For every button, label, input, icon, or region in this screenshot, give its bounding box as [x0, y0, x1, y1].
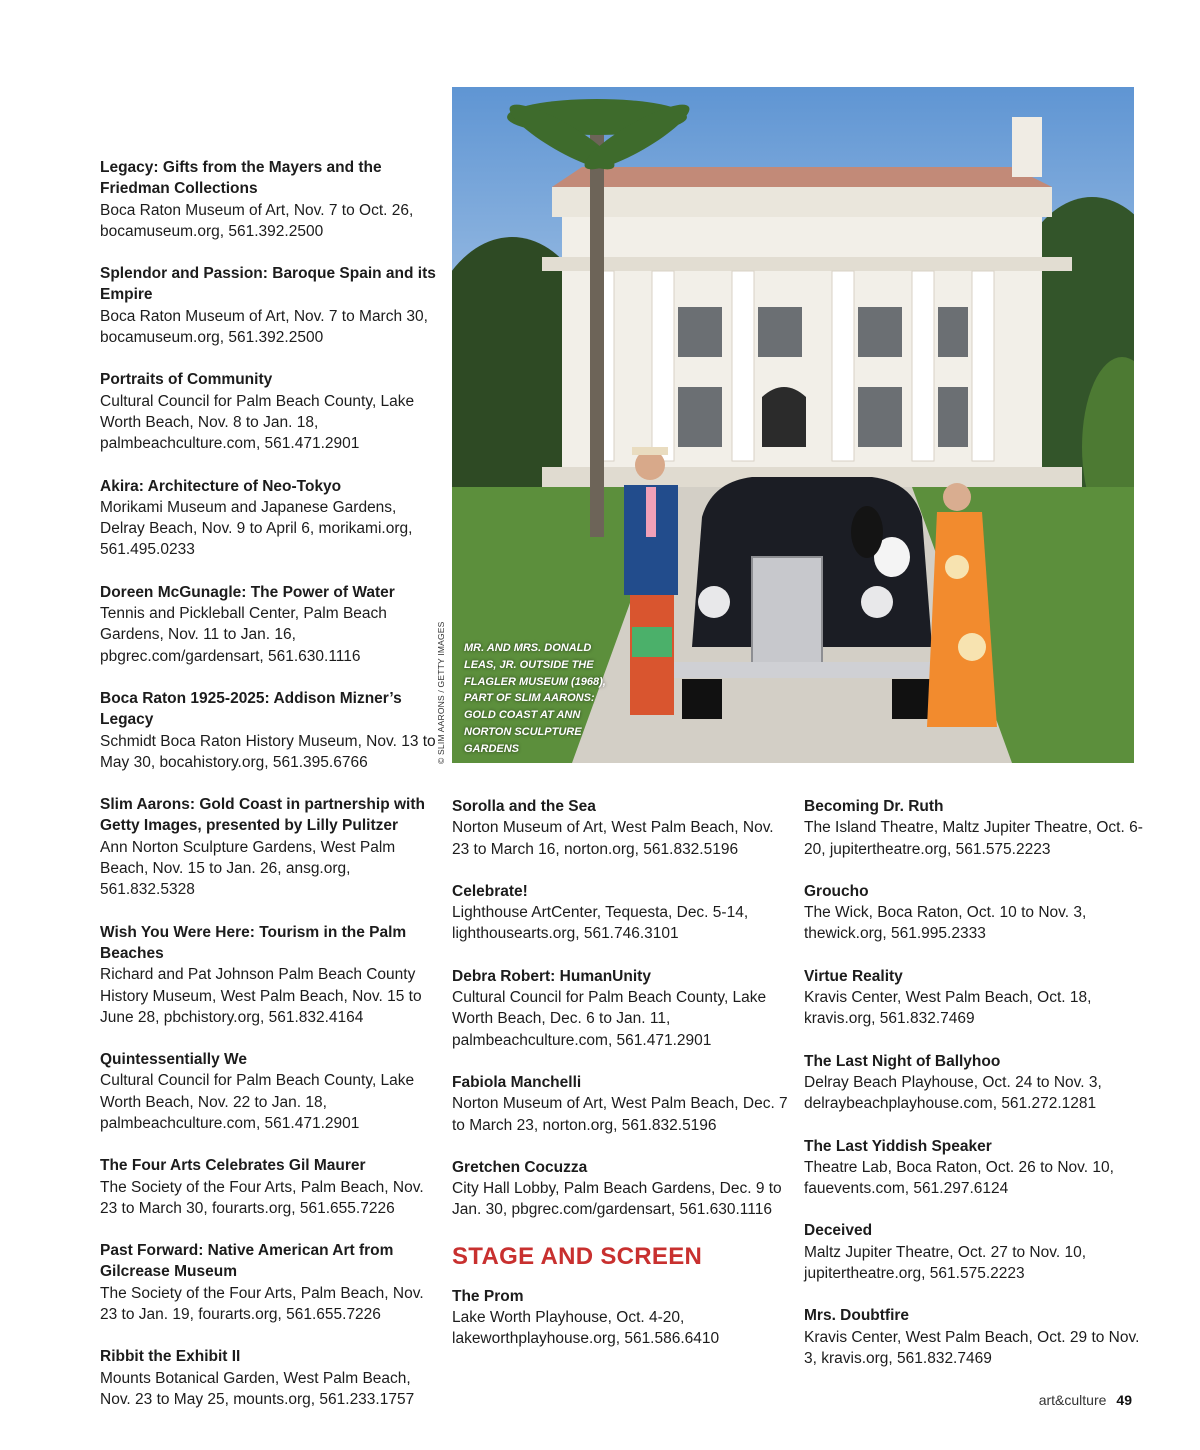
- event-entry: [100, 688, 440, 773]
- event-title: Akira: Architecture of Neo-Tokyo: [100, 477, 342, 495]
- photo-credit: © SLIM AARONS / GETTY IMAGES: [436, 621, 446, 764]
- event-title: Sorolla and the Sea: [452, 798, 596, 815]
- event-entry: [100, 263, 440, 348]
- event-entry: [100, 794, 440, 900]
- event-details: Schmidt Boca Raton History Museum, Nov. 13 to May 30, bocahistory.org, 561.395.6766: [100, 732, 436, 771]
- event-details: Tennis and Pickleball Center, Palm Beach Gardens, Nov. 11 to Jan. 16, pbgrec.com/gardensart, 561.630.1116: [100, 605, 387, 665]
- event-details: Maltz Jupiter Theatre, Oct. 27 to Nov. 10, jupitertheatre.org, 561.575.2223: [804, 1243, 1086, 1283]
- event-title: Splendor and Passion: Baroque Spain and its Empire: [100, 265, 436, 304]
- right-event-column: [804, 796, 1144, 1390]
- event-details: Lake Worth Playhouse, Oct. 4-20, lakeworthplayhouse.org, 561.586.6410: [452, 1309, 720, 1348]
- event-entry: [100, 476, 440, 561]
- event-entry: [452, 881, 792, 945]
- stage-and-screen-heading: STAGE AND SCREEN: [452, 1242, 703, 1270]
- event-entry: [100, 369, 440, 454]
- page-number: 49: [1116, 1392, 1132, 1408]
- event-details: Richard and Pat Johnson Palm Beach County History Museum, West Palm Beach, Nov. 15 to June 28, pbchistory.org, 561.832.4164: [100, 966, 422, 1026]
- event-entry: [452, 1286, 792, 1350]
- event-entry: [452, 796, 792, 860]
- middle-event-column: [452, 796, 792, 1371]
- event-entry: [804, 1305, 1144, 1369]
- event-entry: [452, 1157, 792, 1221]
- event-details: Theatre Lab, Boca Raton, Oct. 26 to Nov. 10, fauevents.com, 561.297.6124: [804, 1158, 1114, 1198]
- section-name: art&culture: [1038, 1392, 1107, 1408]
- event-entry: [804, 1136, 1144, 1200]
- event-entry: [100, 1240, 440, 1325]
- event-title: The Prom: [452, 1287, 524, 1305]
- event-entry: [452, 1072, 792, 1136]
- event-title: Wish You Were Here: Tourism in the Palm Beaches: [100, 923, 407, 962]
- event-details: The Island Theatre, Maltz Jupiter Theatre, Oct. 6-20, jupitertheatre.org, 561.575.2223: [804, 819, 1143, 858]
- event-title: Quintessentially We: [100, 1051, 248, 1069]
- event-entry: [100, 1049, 440, 1134]
- middle-event-list: [452, 796, 792, 1221]
- event-title: Becoming Dr. Ruth: [804, 798, 944, 815]
- event-title: The Last Yiddish Speaker: [804, 1137, 992, 1155]
- event-details: Boca Raton Museum of Art, Nov. 7 to Oct. 26, bocamuseum.org, 561.392.2500: [100, 201, 414, 240]
- event-entry: [804, 796, 1144, 860]
- event-entry: [100, 1155, 440, 1219]
- page-footer: [1039, 1392, 1132, 1408]
- event-details: The Society of the Four Arts, Palm Beach, Nov. 23 to March 30, fourarts.org, 561.655.7226: [100, 1178, 424, 1217]
- event-details: The Society of the Four Arts, Palm Beach, Nov. 23 to Jan. 19, fourarts.org, 561.655.7226: [100, 1284, 424, 1324]
- event-title: Slim Aarons: Gold Coast in partnership with Getty Images, presented by Lilly Pulitzer: [100, 796, 425, 835]
- event-details: Cultural Council for Palm Beach County, Lake Worth Beach, Nov. 22 to Jan. 18, palmbeachculture.com, 561.471.2901: [100, 1072, 415, 1132]
- event-title: Ribbit the Exhibit II: [100, 1348, 241, 1366]
- event-entry: [804, 1220, 1144, 1284]
- event-title: Debra Robert: HumanUnity: [452, 967, 651, 985]
- event-entry: [100, 582, 440, 667]
- event-details: Ann Norton Sculpture Gardens, West Palm Beach, Nov. 15 to Jan. 26, ansg.org, 561.832.5328: [100, 838, 396, 899]
- left-event-column: [100, 157, 440, 1431]
- photo-caption: MR. AND MRS. DONALD LEAS, JR. OUTSIDE THE FLAGLER MUSEUM (1968), PART OF SLIM AARONS: GOLD COAST AT ANN NORTON SCULPTURE GARDENS: [464, 642, 606, 755]
- event-title: Past Forward: Native American Art from Gilcrease Museum: [100, 1242, 394, 1281]
- event-title: Doreen McGunagle: The Power of Water: [100, 583, 395, 601]
- event-title: Boca Raton 1925-2025: Addison Mizner’s Legacy: [100, 689, 402, 729]
- event-entry: [100, 157, 440, 242]
- event-details: Cultural Council for Palm Beach County, Lake Worth Beach, Dec. 6 to Jan. 11, palmbeachculture.com, 561.471.2901: [452, 989, 767, 1049]
- event-entry: [804, 1051, 1144, 1115]
- event-details: Norton Museum of Art, West Palm Beach, Dec. 7 to March 23, norton.org, 561.832.5196: [452, 1095, 788, 1134]
- event-entry: [100, 1346, 440, 1410]
- event-title: Gretchen Cocuzza: [452, 1158, 588, 1176]
- flagler-museum-photo: [452, 87, 1134, 763]
- event-details: Kravis Center, West Palm Beach, Oct. 29 to Nov. 3, kravis.org, 561.832.7469: [804, 1328, 1140, 1367]
- event-details: Delray Beach Playhouse, Oct. 24 to Nov. 3, delraybeachplayhouse.com, 561.272.1281: [804, 1073, 1102, 1113]
- event-details: Norton Museum of Art, West Palm Beach, Nov. 23 to March 16, norton.org, 561.832.5196: [452, 819, 774, 858]
- event-title: Virtue Reality: [804, 967, 903, 985]
- event-title: Legacy: Gifts from the Mayers and the Friedman Collections: [100, 159, 382, 198]
- event-title: The Four Arts Celebrates Gil Maurer: [100, 1157, 366, 1175]
- event-entry: [804, 966, 1144, 1030]
- event-title: Portraits of Community: [100, 371, 273, 389]
- event-title: Mrs. Doubtfire: [804, 1307, 910, 1325]
- event-details: Lighthouse ArtCenter, Tequesta, Dec. 5-14, lighthousearts.org, 561.746.3101: [452, 904, 749, 943]
- event-details: Mounts Botanical Garden, West Palm Beach, Nov. 23 to May 25, mounts.org, 561.233.1757: [100, 1369, 415, 1408]
- event-details: The Wick, Boca Raton, Oct. 10 to Nov. 3, thewick.org, 561.995.2333: [804, 904, 1087, 943]
- event-entry: [804, 881, 1144, 945]
- event-title: Celebrate!: [452, 882, 528, 900]
- event-title: Fabiola Manchelli: [452, 1073, 582, 1091]
- event-details: City Hall Lobby, Palm Beach Gardens, Dec. 9 to Jan. 30, pbgrec.com/gardensart, 561.630.1116: [452, 1180, 782, 1219]
- event-title: The Last Night of Ballyhoo: [804, 1052, 1001, 1070]
- event-details: Boca Raton Museum of Art, Nov. 7 to March 30, bocamuseum.org, 561.392.2500: [100, 307, 428, 347]
- event-title: Deceived: [804, 1222, 873, 1240]
- event-details: Cultural Council for Palm Beach County, Lake Worth Beach, Nov. 8 to Jan. 18, palmbeachculture.com, 561.471.2901: [100, 392, 415, 453]
- event-details: Morikami Museum and Japanese Gardens, Delray Beach, Nov. 9 to April 6, morikami.org, 561.495.0233: [100, 498, 413, 559]
- event-entry: [452, 966, 792, 1051]
- event-details: Kravis Center, West Palm Beach, Oct. 18, kravis.org, 561.832.7469: [804, 989, 1092, 1028]
- event-entry: [100, 922, 440, 1028]
- event-title: Groucho: [804, 882, 869, 900]
